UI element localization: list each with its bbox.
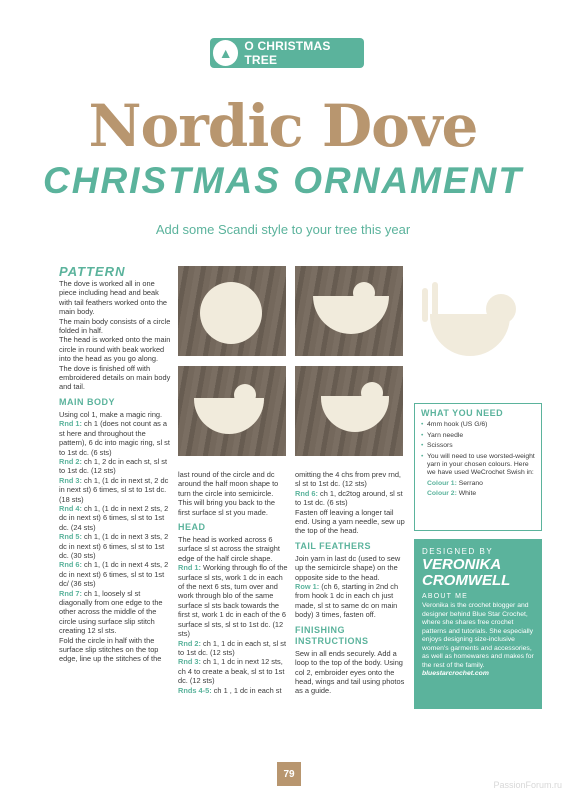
about-me-label: ABOUT ME [422,593,469,600]
pattern-intro: The dove is finished off with embroidered details on main body and tail. [59,363,171,392]
photo-step-2 [295,266,403,356]
pattern-intro: The dove is worked all in one piece including head and beak with tail feathers worked onto the main body. [59,279,168,317]
column-1 [59,264,172,664]
round-row: Rnd 1: Working through flo of the surface sl sts, work 1 dc in each of the next 6 sts, turn over and work through blo of the same surface sl sts back towards the first st, work 1 dc in each of the 6 surface sl sts, sl st to 1st dc. (12 sts) [178,563,288,639]
round-row: Rnd 7: ch 1, loosely sl st diagonally from one edge to the other across the middle of the circle using surface slip stitch creating 12 sl sts. [59,588,163,636]
round-row: Rnd 1: ch 1 (does not count as a st here and throughout the pattern), 6 dc into magic ring, sl st to 1st dc. (6 sts) [59,419,170,457]
list-item: • You will need to use worsted-weight yarn in your chosen colours. Here we have used WeCrochet Swish in: [421,453,535,478]
round-row: Rnds 4-5: ch 1 , 1 dc in each st [178,685,282,695]
list-item: • Scissors [421,442,535,450]
tail-heading: TAIL FEATHERS [295,540,371,551]
round-row: Rnd 3: ch 1, (1 dc in next st, 2 dc in next st) 6 times, sl st to 1st dc. (18 sts) [59,475,169,504]
tail-intro: Join yarn in last dc (used to sew up the semicircle shape) on the opposite side to the head. [295,553,401,582]
page-number: 79 [277,762,301,786]
head-heading: HEAD [178,522,206,533]
round-row: Rnd 2: ch 1, 1 dc in each st, sl st to 1st dc. (12 sts) [178,638,287,657]
designer-bio: Veronika is the crochet blogger and designer behind Blue Star Crochet, where she shares free crochet patterns and tutorials. She especially enjoys designing size-inclusive women's garments and accessories, as well as homewares and makes for the rest of the family. [422,602,534,669]
main-body-intro: Using col 1, make a magic ring. [59,409,163,419]
round-row: Rnd 3: ch 1, 1 dc in next 12 sts, ch 4 to create a beak, sl st to 1st dc. (12 sts) [178,657,285,686]
finishing-text: Sew in all ends securely. Add a loop to the top of the body. Using col 2, embroider eyes onto the head, wings and tail using photos as a guide. [295,648,405,696]
what-you-need-box [414,403,542,531]
head-continued: omitting the 4 chs from prev rnd, sl st to 1st dc. (12 sts) [295,470,401,489]
photo-step-1 [178,266,286,356]
designer-name: VERONIKA CROMWELL [422,556,511,589]
photo-step-3 [178,366,286,456]
title-main: CHRISTMAS ORNAMENT [43,160,523,201]
pattern-intro: The head is worked onto the main circle in round with beak worked into the head as you go along. [59,335,171,364]
finishing-heading: FINISHING INSTRUCTIONS [295,624,369,646]
designer-box [414,539,542,709]
section-badge-label: O CHRISTMAS TREE [244,39,331,67]
head-intro: The head is worked across 6 surface sl st across the straight edge of the half circle shape. [178,535,280,563]
round-row: Rnd 5: ch 1, (1 dc in next 3 sts, 2 dc in next st) 6 times, sl st to 1st dc. (30 sts) [59,532,169,560]
photo-step-4 [295,366,403,456]
list-item: • 4mm hook (US G/6) [421,421,535,429]
watermark: PassionForum.ru [493,780,562,790]
main-body-continued: last round of the circle and dc around the half moon shape to turn the circle into semicircle. This will bring you back to the first surface sl st you made. [178,470,279,517]
round-row: Row 1: (ch 6, starting in 2nd ch from hook 1 dc in each ch just made, sl st to same dc on main body) 3 times, fasten off. [295,582,399,620]
what-you-need-heading: WHAT YOU NEED [421,408,504,418]
title-script: Nordic Dove [88,92,478,160]
colour-1: Colour 1: Serrano [427,479,483,487]
section-badge [210,38,364,68]
round-row: Rnd 2: ch 1, 2 dc in each st, sl st to 1st dc. (12 sts) [59,456,168,476]
list-item: • Yarn needle [421,432,535,440]
round-row: Rnd 6: ch 1, (1 dc in next 4 sts, 2 dc in next st) 6 times, sl st to 1st dc/ (36 sts) [59,560,169,589]
main-body-heading: MAIN BODY [59,396,115,407]
colour-2: Colour 2: White [427,490,477,498]
column-2 [178,470,288,695]
round-row: Rnd 4: ch 1, (1 dc in next 2 sts, 2 dc in next st) 6 times, sl st to 1st dc. (24 sts) [59,503,169,532]
pattern-intro: The main body consists of a circle folded in half. [59,316,171,336]
fasten-off-text: Fasten off leaving a longer tail end. Using a yarn needle, sew up the top of the head. [295,507,405,536]
christmas-tree-icon: ▲ [213,40,238,66]
round-row: Rnd 6: ch 1, dc2tog around, sl st to 1st dc. (6 sts) [295,488,403,508]
fold-text: Fold the circle in half with the surface slip stitches on the top edge, line up the stitches of the [59,635,162,664]
pattern-heading: PATTERN [59,264,126,279]
column-3 [295,470,407,696]
photo-finished-dove [412,266,544,396]
designer-website-link[interactable]: bluestarcrochet.com [422,670,489,677]
subtitle: Add some Scandi style to your tree this year [155,222,411,237]
designed-by-label: DESIGNED BY [422,547,494,556]
